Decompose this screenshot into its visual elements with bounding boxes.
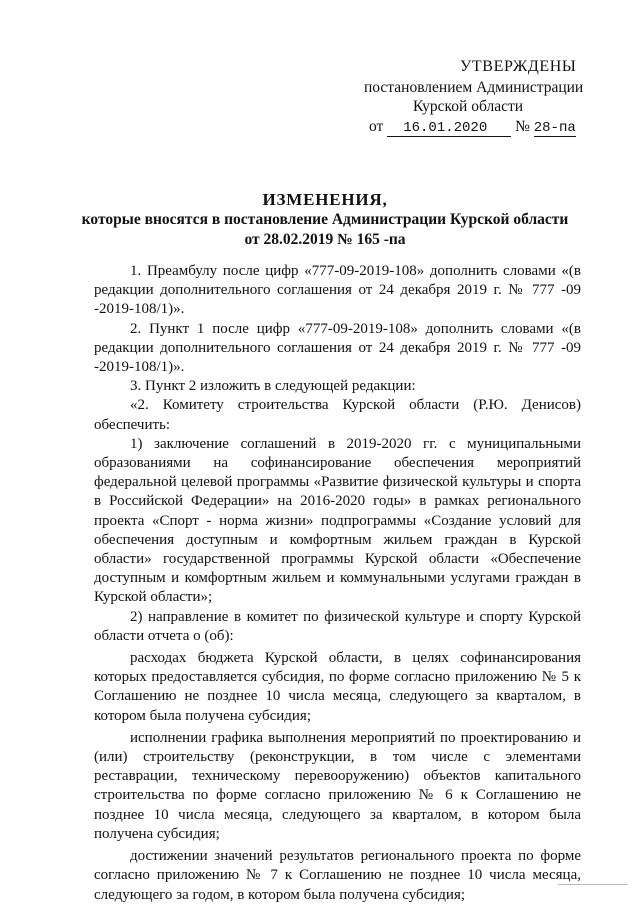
paragraph-6: 2) направление в комитет по физической культуре и спорту Курской области отчета о (об):	[94, 608, 581, 644]
approval-title: УТВЕРЖДЕНЫ	[460, 58, 577, 75]
paragraph-4: «2. Комитету строительства Курской области (Р.Ю. Денисов) обеспечить:	[94, 397, 581, 433]
document-subtitle-2: от 28.02.2019 № 165 -па	[244, 231, 406, 248]
document-title: ИЗМЕНЕНИЯ,	[262, 190, 388, 209]
paragraph-1: 1. Преамбулу после цифр «777-09-2019-108» дополнить словами «(в редакции дополнительного соглашения от 24 декабря 2019 г. № 777 -09 -2019-108/1)».	[94, 263, 581, 318]
number-prefix: №	[515, 118, 530, 135]
approval-line-2: Курской области	[413, 98, 524, 115]
date-prefix: от	[369, 118, 384, 135]
approval-date: 16.01.2020	[387, 120, 511, 137]
paragraph-9: достижении значений результатов регионального проекта по форме согласно приложению № 7 к Соглашению не позднее 10 числа месяца, следующего за годом, в котором была получена субсидия;	[94, 848, 581, 903]
approval-date-line	[369, 118, 576, 137]
paragraph-5: 1) заключение соглашений в 2019-2020 гг. с муниципальными образованиями на софинансирование обеспечения мероприятий федеральной целевой программы «Развитие физической культуры и спорта в Российской Федерации» на 2016-2020 годы» в рамках регионального проекта «Спорт - норма жизни» подпрограммы «Создание условий для обеспечения доступным и комфортным жильем граждан в Курской области» государственной программы Курской области «Обеспечение доступным и комфортным жильем и коммунальными услугами граждан в Курской области»;	[94, 435, 581, 606]
paragraph-2: 2. Пункт 1 после цифр «777-09-2019-108» дополнить словами «(в редакции дополнительного соглашения от 24 декабря 2019 г. № 777 -09 -2019-108/1)».	[94, 320, 581, 376]
approval-line-1: постановлением Администрации	[364, 79, 584, 96]
paragraph-7: расходах бюджета Курской области, в целях софинансирования которых предоставляется субсидия, по форме согласно приложению № 5 к Соглашению не позднее 10 числа месяца, следующего за кварталом, в котором была получена субсидия;	[94, 650, 581, 724]
paragraph-3: 3. Пункт 2 изложить в следующей редакции:	[130, 378, 416, 395]
document-body	[94, 262, 581, 905]
paragraph-8: исполнении графика выполнения мероприятий по проектированию и (или) строительству (реконструкции, в том числе с элементами реставрации, техническому перевооружению) объектов капитального строительства по форме согласно приложению № 6 к Соглашению не позднее 10 числа месяца, следующего за кварталом, в котором была получена субсидия;	[94, 729, 581, 842]
approval-number: 28-па	[533, 120, 576, 136]
scan-artifact	[558, 884, 628, 885]
document-subtitle: которые вносятся в постановление Администрации Курской области	[81, 211, 569, 228]
